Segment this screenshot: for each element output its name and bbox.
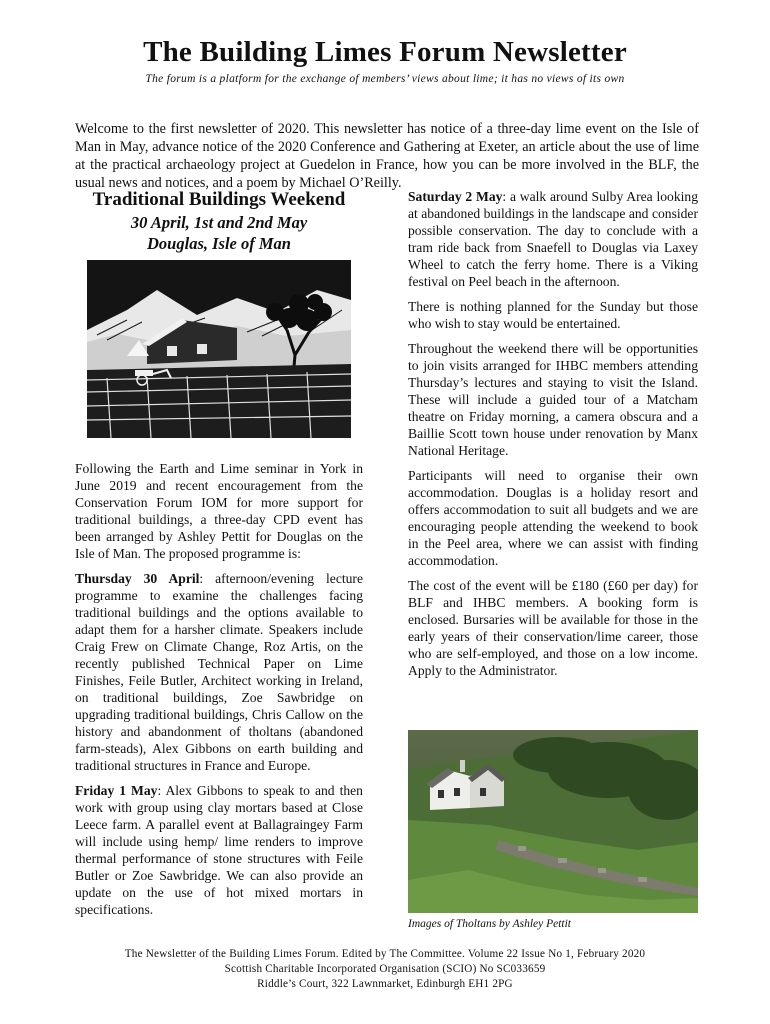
friday-text: : Alex Gibbons to speak to and then work with group using clay mortars based at Close Leece farm. A parallel event at Ballagraingey Farm will include using hemp/ lime renders to improve thermal performance of stone structures with Feile Butler or Zoe Sawbridge. We can also provide an update on the use of hot mixed mortars in specifications. xyxy=(75,783,363,917)
photo-caption: Images of Tholtans by Ashley Pettit xyxy=(408,918,572,930)
article-dates: 30 April, 1st and 2nd May xyxy=(130,213,308,232)
article-location: Douglas, Isle of Man xyxy=(147,234,291,253)
thursday-programme xyxy=(75,570,363,774)
masthead xyxy=(0,34,770,86)
newsletter-title: The Building Limes Forum Newsletter xyxy=(143,36,627,68)
thursday-label: Thursday 30 April xyxy=(75,571,200,586)
saturday-text: : a walk around Sulby Area looking at abandoned buildings in the landscape and consider possible conservation. The day to conclude with a tram ride back from Snaefell to Douglas via Laxey Wheel to catch the ferry home. There is a Viking festival on Peel beach in the afternoon. xyxy=(408,189,698,289)
cost-paragraph: The cost of the event will be £180 (£60 per day) for BLF and IHBC members. A booking form is enclosed. Bursaries will be available for those in the early years of their conservation/lime career, those who are self-employed, and those on a low income. Apply to the Administrator. xyxy=(408,578,698,678)
footer xyxy=(0,947,770,992)
thursday-text: : afternoon/evening lecture programme to examine the challenges facing traditional buildings and the options available to adapt them for a harsher climate. Speakers include Craig Frew on Climate Change, Roz Artis, on the recently published Technical Paper on Lime Finishes, Feile Butler, Architect working in Ireland, on traditional buildings, Zoe Sawbridge on upgrading traditional buildings, Chris Callow on the history and abandonment of tholtans (abandoned farm-steads), Alex Gibbons on earth building and traditional structures in France and Europe. xyxy=(75,571,363,773)
sunday-paragraph: There is nothing planned for the Sunday but those who wish to stay would be entertained. xyxy=(408,299,698,331)
right-column xyxy=(408,188,698,687)
friday-label: Friday 1 May xyxy=(75,783,158,798)
woodcut-illustration xyxy=(87,260,351,438)
footer-line-2: Scottish Charitable Incorporated Organisation (SCIO) No SC033659 xyxy=(224,963,546,975)
newsletter-tagline: The forum is a platform for the exchange of members’ views about lime; it has no views of its own xyxy=(145,73,625,85)
saturday-programme xyxy=(408,188,698,290)
intro-paragraph: Welcome to the first newsletter of 2020. This newsletter has notice of a three-day lime event on the Isle of Man in May, advance notice of the 2020 Conference and Gathering at Exeter, an article about the use of lime at the practical archaeology project at Guedelon in France, how you can be more involved in the BLF, the usual news and notices, and a poem by Michael O’Reilly. xyxy=(75,121,699,192)
saturday-label: Saturday 2 May xyxy=(408,189,503,204)
tholtan-photo xyxy=(408,730,698,913)
article-title: Traditional Buildings Weekend xyxy=(92,189,346,210)
friday-programme xyxy=(75,782,363,918)
accommodation-paragraph: Participants will need to organise their own accommodation. Douglas is a holiday resort and offers accommodation to suit all budgets and we are encouraging people attending the weekend to book in the Peel area, where we can assist with finding accommodation. xyxy=(408,468,698,568)
article-lead: Following the Earth and Lime seminar in York in June 2019 and recent encouragement from the Conservation Forum IOM for more support for traditional buildings, a three-day CPD event has been arranged by Ashley Pettit for Douglas on the Isle of Man. The proposed programme is: xyxy=(75,461,363,561)
footer-line-3: Riddle’s Court, 322 Lawnmarket, Edinburgh EH1 2PG xyxy=(257,978,513,990)
footer-line-1: The Newsletter of the Building Limes Forum. Edited by The Committee. Volume 22 Issue No 1, February 2020 xyxy=(124,948,646,960)
visits-paragraph: Throughout the weekend there will be opportunities to join visits arranged for IHBC members attending Thursday’s lectures and staying to visit the Island. These will include a guided tour of a Matcham theatre on Friday morning, a camera obscura and a Baillie Scott town house under renovation by Manx National Heritage. xyxy=(408,341,698,458)
